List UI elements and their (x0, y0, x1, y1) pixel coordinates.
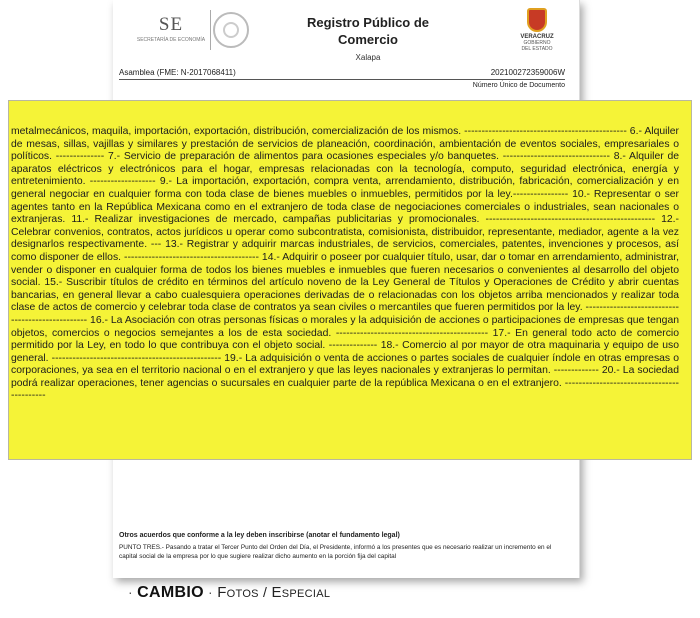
photo-credit: · CAMBIO · Fotos / Especial (128, 584, 331, 601)
veracruz-logo-name: VERACRUZ (520, 34, 554, 40)
folio-number: 202100272359006W (490, 68, 565, 77)
credit-slash: / (263, 584, 268, 600)
document-title (253, 14, 483, 48)
title-line-1: Registro Público de (306, 15, 430, 30)
title-line-2: Comercio (338, 32, 398, 47)
cambio-brand: CAMBIO (137, 584, 204, 601)
credit-especial: Especial (271, 584, 331, 601)
veracruz-logo-sub2: DEL ESTADO (521, 46, 553, 52)
punto-tres-text: PUNTO TRES.- Pasando a tratar el Tercer Punto del Orden del Día, el Presidente, informó a los presentes que es necesario realizar un incremento en el capital social de la empresa por lo que sugiere realizar dicho aumento en la porción fija del capital (119, 544, 552, 560)
document-city: Xalapa (355, 53, 381, 62)
otros-acuerdos-label: Otros acuerdos que conforme a la ley deben inscribirse (anotar el fundamento legal) (119, 532, 400, 539)
veracruz-logo-sub1: GOBIERNO (523, 40, 551, 46)
asamblea-label: Asamblea (FME: N-2017068411) (119, 68, 236, 77)
excerpt-text: metalmecánicos, maquila, importación, exportación, distribución, comercialización de los mismos. ----------------------------------------------- 6.- Alquiler de mesas, sillas, vajillas y similares y prestación de servicios de planeación, coordinación, ambientación de eventos sociales, empresariales o políticos. -------------- 7.- Servicio de preparación de alimentos para ocasiones especiales y/o banquetes. ------------------------------- 8.- Alquiler de aparatos eléctricos y electrónicos para el hogar, empresas relacionadas con la tecnología, computo, seguridad electrónica, energía y entretenimiento. ------------------- 9.- La importación, exportación, compra venta, arrendamiento, distribución, fabricación, comercialización y en general negociar en cualquier forma con toda clase de bienes muebles o inmuebles, permitidos por la ley.---------------- 10.- Representar o ser agentes tanto en la República Mexicana como en el extranjero de toda clase de negociaciones comerciales o industriales, sean nacionales o extranjeras. 11.- Realizar investigaciones de mercado, campañas publicitarias y promocionales. ------------------------------------------------- 12.- Celebrar convenios, contratos, actos jurídicos u operar como subcontratista, comisionista, distribuidor, representante, mediador, agente a la vez designarlos respectivamente. --- 13.- Registrar y adquirir marcas industriales, de servicios, comerciales, patentes, invenciones y procesos, así como disponer de ellos. --------------------------------------- 14.- Adquirir o poseer por cualquier título, usar, dar o tomar en arrendamiento, administrar, vender o disponer en cualquier forma de todos los bienes muebles e inmuebles que fueren necesarios o convenientes al desarrollo del objeto social. 15.- Suscribir títulos de crédito en términos del artículo noveno de la Ley General de Títulos y Operaciones de Crédito y abrir cuentas bancarias, en general llevar a cabo cualesquiera operaciones derivadas de o relacionadas con los objetos arriba mencionados y realizar toda clase de actos de comercio y celebrar toda clase de contratos ya sean civiles o mercantiles que fueren permitidos por la ley. ------------------------------------------------- 16.- La Asociación con otras personas físicas o morales y la adquisición de acciones o participaciones de empresas que tengan objetos, comercios o negocios semejantes a los de esta sociedad. -------------------------------------------- 17.- En general todo acto de comercio permitido por la Ley, en todo lo que contribuya con el objeto social. -------------- 18.- Comercio al por mayor de otra maquinaria y equipo de uso general. ------------------------------------------------- 19.- La adquisición o venta de acciones o partes sociales de cualquier índole en otras empresas o corporaciones, ya sea en el territorio nacional o en el extranjero y que las leyes nacionales y extranjeras lo permitan. ------------- 20.- La sociedad podrá realizar operaciones, tener agencias o sucursales en cualquier parte de la república Mexicana o en el extranjero. ------------------------------------------- (11, 126, 679, 402)
national-seal-icon (213, 12, 249, 48)
se-logo-text: SE (158, 14, 184, 35)
nud-label: Número Único de Documento (472, 82, 565, 89)
se-logo (135, 14, 207, 43)
credit-fotos: Fotos (217, 584, 259, 601)
veracruz-shield-icon (527, 8, 547, 32)
veracruz-logo (517, 8, 557, 52)
logo-divider (210, 10, 211, 50)
header-rule (119, 79, 565, 80)
se-logo-subtitle: SECRETARÍA DE ECONOMÍA (136, 37, 206, 43)
